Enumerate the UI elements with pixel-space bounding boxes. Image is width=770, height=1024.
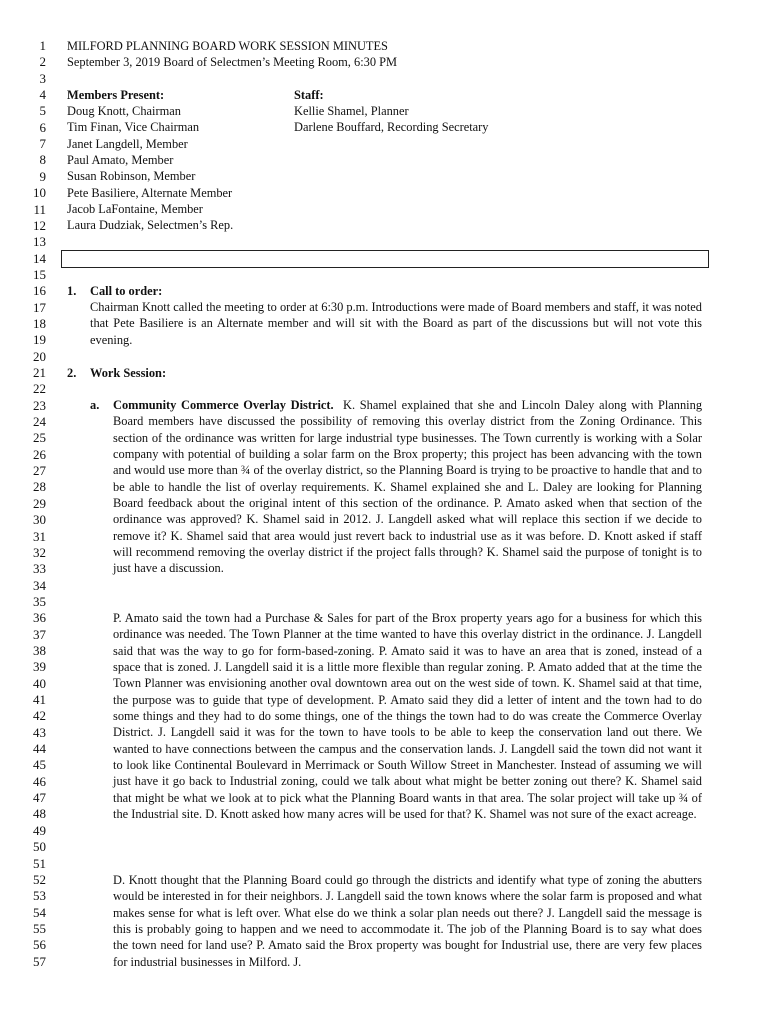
member-item: Paul Amato, Member: [67, 153, 174, 167]
line-number: 16: [33, 283, 46, 299]
line-number: 9: [39, 168, 46, 184]
line-number: 22: [33, 381, 46, 397]
line-number: 30: [33, 512, 46, 528]
line-number: 7: [39, 136, 46, 152]
line-number: 38: [33, 642, 46, 658]
line-number: 10: [33, 185, 46, 201]
line-number: 33: [33, 561, 46, 577]
document-title: MILFORD PLANNING BOARD WORK SESSION MINUTES: [67, 39, 388, 53]
line-number: 43: [33, 724, 46, 740]
line-number: 47: [33, 790, 46, 806]
line-number: 13: [33, 234, 46, 250]
item-a-paragraph-3: D. Knott thought that the Planning Board could go through the districts and identify what type of zoning the abutters would be interested in for their neighbors. J. Langdell said the town knows where the solar farm is proposed and what makes sense for what is left over. What else do we think a solar plan needs out there? J. Langdell said the message is this is probably going to happen and we need to accommodate it. The job of the Planning Board is to say what does the town need for land use? P. Amato said the Brox property was bought for Industrial use, there are very few places for industrial businesses in Milford. J.: [113, 873, 702, 969]
line-number: 34: [33, 577, 46, 593]
line-number: 55: [33, 920, 46, 936]
line-number: 15: [33, 266, 46, 282]
line-number: 56: [33, 937, 46, 953]
members-heading: Members Present:: [67, 88, 165, 102]
staff-heading: Staff:: [294, 88, 324, 102]
line-number: 24: [33, 414, 46, 430]
item-a-paragraph-1: [113, 397, 702, 577]
line-number: 54: [33, 904, 46, 920]
line-number: 27: [33, 463, 46, 479]
item-a-paragraph-2: P. Amato said the town had a Purchase & Sales for part of the Brox property years ago for a business for which this ordinance was needed. The Town Planner at the time wanted to have this overlay district in the ordinance. J. Langdell said that was the way to go for form-based-zoning. P. Amato said it was to have an area that is zoned, instead of a space that is zoned. J. Langdell said it is a little more flexible than regular zoning. P. Amato added that at the time the Town Planner was envisioning another oval downtown area out on the west side of town. K. Shamel said at that time, the purpose was to guide that type of development. P. Amato said they did a letter of intent and the town had to do some things and they had to do some things, one of the things the town had to do was create the Commerce Overlay District. J. Langdell said it was for the town to have tools to be able to keep the conservation land out there. We wanted to have connections between the campus and the conservation lands. J. Langdell said the town did not want it to look like Continental Boulevard in Merrimack or South Willow Street in Manchester. Instead of assuming we will just have it go back to Industrial zoning, could we talk about what might be better zoning out there? K. Shamel said that might be what we look at to pick what the Planning Board wants in that area. The solar project will take up ¾ of the Industrial site. D. Knott asked how many acres will be used for that? K. Shamel was not sure of the exact acreage.: [113, 611, 702, 822]
line-number: 35: [33, 593, 46, 609]
line-number: 1: [39, 38, 46, 53]
line-number: 26: [33, 446, 46, 462]
line-number: 44: [33, 741, 46, 757]
section-heading: Call to order:: [90, 284, 163, 298]
line-number: 4: [39, 87, 46, 103]
line-number: 29: [33, 495, 46, 511]
line-number: 23: [33, 397, 46, 413]
line-number: 51: [33, 855, 46, 871]
section-number: 2.: [67, 366, 77, 380]
line-number: 11: [33, 201, 46, 217]
line-number: 45: [33, 757, 46, 773]
item-a-body: K. Shamel explained that she and Lincoln Daley along with Planning Board members have discussed the possibility of removing this overlay district from the Zoning Ordinance. This section of the ordinance was written for large industrial type businesses. The Town currently is working with a Solar company with potential of building a solar farm on the Brox property; this project has been advancing with the town and would use more than ¾ of the overlay district, so the Planning Board is trying to be proactive to handle that and to be able to handle the list of overlay requirements. K. Shamel explained she and L. Daley are looking for Planning Board feedback about the original intent of this section of the ordinance. P. Amato asked when that section of the ordinance was approved? K. Shamel said in 2012. J. Langdell asked what will replace this section if we decide to remove it? K. Shamel said that area would just revert back to industrial use as it was before. D. Knott asked if staff will recommend removing the overlay district if the project falls through? K. Shamel said the purpose of tonight is to just have a discussion.: [113, 398, 703, 576]
section-number: 1.: [67, 284, 77, 298]
line-number: 40: [33, 675, 46, 691]
member-item: Susan Robinson, Member: [67, 169, 196, 183]
line-number: 49: [33, 822, 46, 838]
line-number: 31: [33, 528, 46, 544]
line-number: 32: [33, 544, 46, 560]
line-number: 25: [33, 430, 46, 446]
item-a-title: Community Commerce Overlay District.: [113, 398, 334, 412]
section-heading: Work Session:: [90, 366, 167, 380]
line-number: 3: [39, 70, 46, 86]
member-item: Laura Dudziak, Selectmen’s Rep.: [67, 218, 234, 232]
line-number: 57: [33, 953, 46, 969]
member-item: Pete Basiliere, Alternate Member: [67, 186, 233, 200]
line-number: 48: [33, 806, 46, 822]
member-item: Janet Langdell, Member: [67, 137, 188, 151]
document-subtitle: September 3, 2019 Board of Selectmen’s Meeting Room, 6:30 PM: [67, 55, 398, 69]
line-number: 42: [33, 708, 46, 724]
line-number: 8: [39, 152, 46, 168]
item-letter: a.: [90, 398, 100, 412]
line-number: 17: [33, 299, 46, 315]
line-number: 2: [39, 54, 46, 70]
line-number: 41: [33, 692, 46, 707]
line-number: 46: [33, 773, 46, 789]
separator-box: [61, 250, 709, 268]
member-item: Tim Finan, Vice Chairman: [67, 120, 200, 134]
line-number: 39: [33, 659, 46, 675]
line-number: 37: [33, 626, 46, 642]
line-number: 36: [33, 610, 46, 626]
line-number: 6: [39, 119, 46, 135]
section-body: Chairman Knott called the meeting to order at 6:30 p.m. Introductions were made of Board members and staff, it was noted that Pete Basiliere is an Alternate member and will sit with the Board as part of the discussions but will not vote this evening.: [90, 300, 702, 347]
line-number: 20: [33, 348, 46, 364]
line-number: 18: [33, 315, 46, 331]
line-number: 14: [33, 250, 46, 266]
line-number: 21: [33, 365, 46, 380]
line-number: 52: [33, 871, 46, 887]
member-item: Doug Knott, Chairman: [67, 104, 181, 118]
line-number: 12: [33, 217, 46, 233]
line-number: 5: [39, 103, 46, 119]
staff-item: Kellie Shamel, Planner: [294, 104, 409, 118]
member-item: Jacob LaFontaine, Member: [67, 202, 203, 216]
line-number: 19: [33, 332, 46, 348]
line-number: 53: [33, 888, 46, 904]
staff-item: Darlene Bouffard, Recording Secretary: [294, 120, 489, 134]
line-number: 50: [33, 839, 46, 855]
line-number: 28: [33, 479, 46, 495]
